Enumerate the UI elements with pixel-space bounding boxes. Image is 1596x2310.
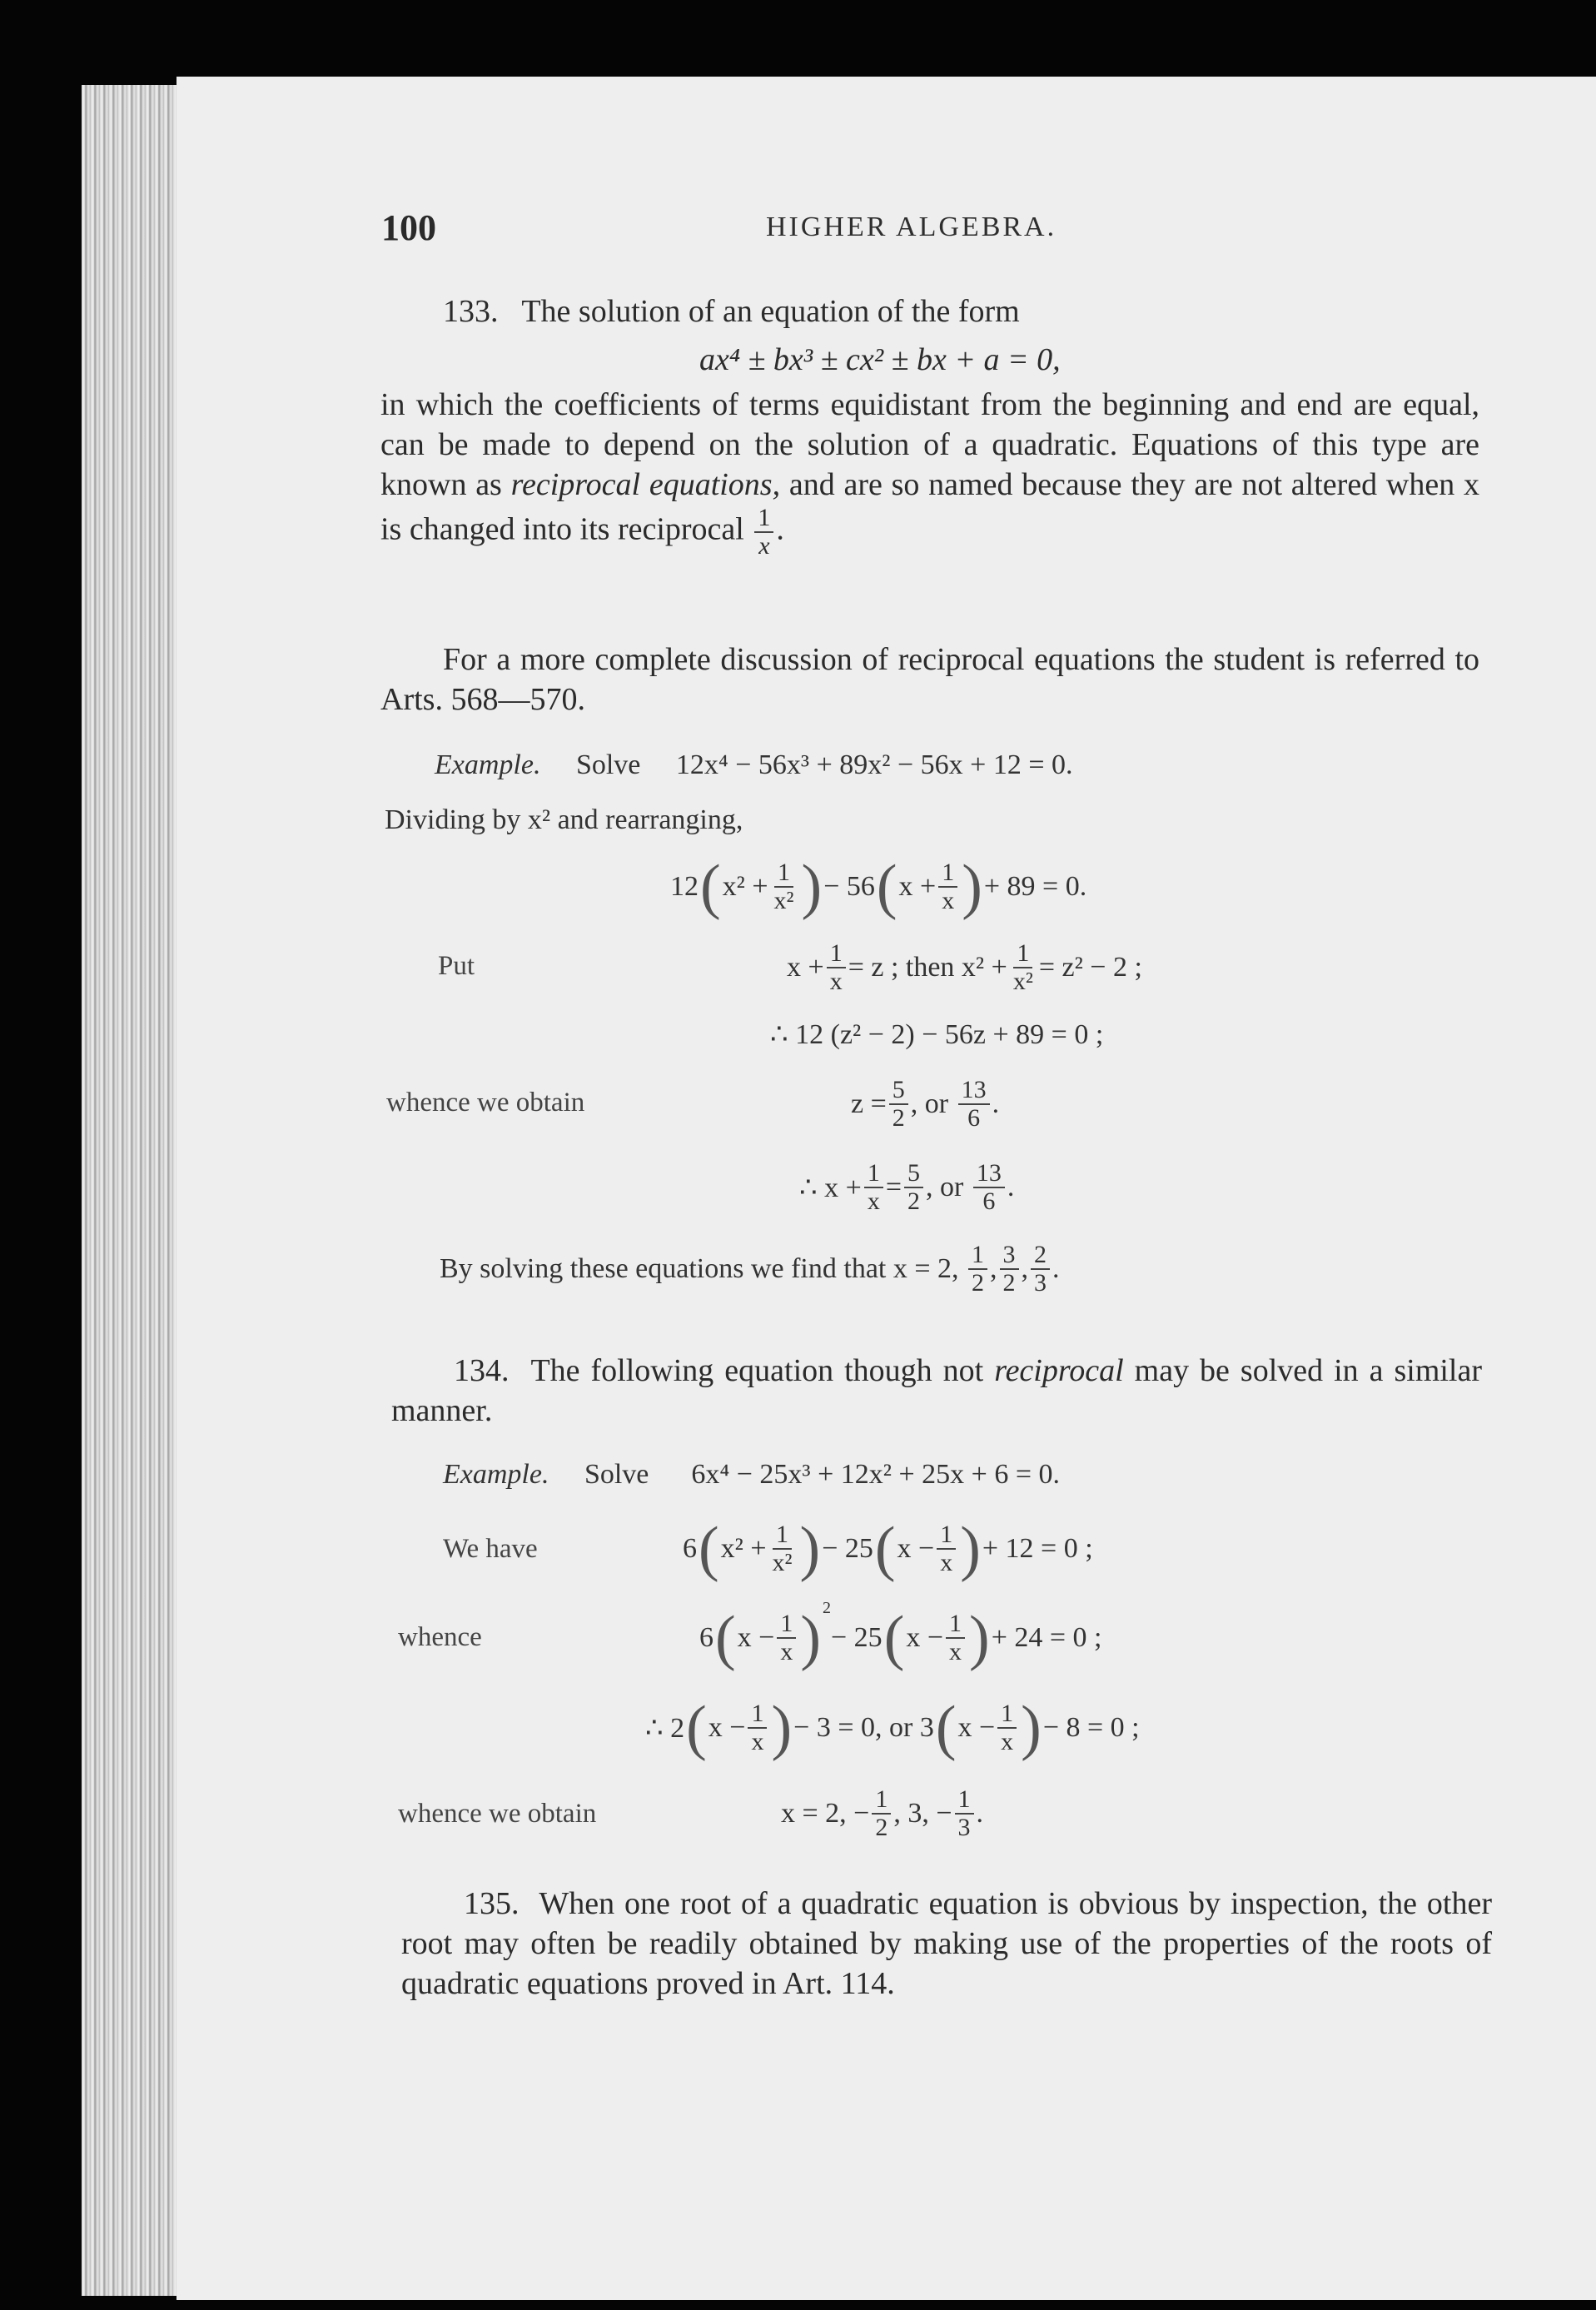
page-number: 100 — [381, 207, 436, 248]
article-133-intro — [443, 293, 1020, 330]
roots-134: x = 2, − $\frac{1}{2}$ , 3, − $\frac{1}{3}$ . — [781, 1785, 984, 1841]
paragraph-text: The following equation though not — [530, 1353, 995, 1388]
example-equation: 12x⁴ − 56x³ + 89x² − 56x + 12 = 0. — [675, 749, 1073, 780]
dividing-text: Dividing by x² and rearranging, — [385, 804, 743, 835]
equation-134-3: ∴ 2 ( x − $\frac{1}{x}$ ) − 3 = 0, or 3 ( x − $\frac{1}{x}$ ) − 8 = 0 ; — [645, 1694, 1140, 1762]
whence-obtain-label: whence we obtain — [398, 1799, 597, 1829]
we-have-label: We have — [443, 1534, 538, 1564]
solution-line: By solving these equations we find that x = 2, $\frac{1}{2}$ , $\frac{3}{2}$ , $\frac{2}{3}$ . — [440, 1241, 1060, 1297]
article-135-paragraph — [401, 1884, 1492, 2004]
whence-label-134: whence — [398, 1622, 482, 1652]
solve-word: Solve — [584, 1459, 649, 1490]
solve-word: Solve — [575, 749, 641, 780]
example-line-134 — [443, 1459, 1060, 1491]
paragraph-text: and are so named because they are not altered when x is changed into its reciprocal — [380, 467, 1479, 547]
equation-1: 12 ( x² + $\frac{1}{\text{x²}}$ ) − 56 ( x + $\frac{1}{x}$ ) + 89 = 0. — [670, 853, 1087, 921]
example-line — [435, 749, 1073, 781]
italic-term: reciprocal equations, — [510, 467, 781, 502]
example-equation: 6x⁴ − 25x³ + 12x² + 25x + 6 = 0. — [691, 1459, 1061, 1490]
whence-label: whence we obtain — [386, 1088, 585, 1118]
paragraph-text: may be solved in a similar manner. — [391, 1353, 1483, 1428]
article-134-paragraph — [391, 1351, 1482, 1431]
x-equation: ∴ x + $\frac{1}{x}$ = $\frac{5}{2}$ , or $\frac{13}{6}$ . — [799, 1159, 1015, 1215]
article-text: The solution of an equation of the form — [521, 294, 1020, 329]
italic-term: reciprocal — [994, 1353, 1124, 1388]
reciprocal-fraction: $\frac{1}{x}$ — [754, 505, 773, 560]
example-label: Example. — [435, 749, 541, 780]
equation-134-1: 6 ( x² + $\frac{1}{\text{x²}}$ ) − 25 ( x − $\frac{1}{x}$ ) + 12 = 0 ; — [683, 1515, 1093, 1583]
article-number: 134. — [454, 1353, 510, 1388]
put-label: Put — [438, 951, 475, 981]
example-label: Example. — [443, 1459, 549, 1490]
paragraph-text: When one root of a quadratic equation is obvious by inspection, the other root may often be readily obtained by making use of the properties of the roots of quadratic equations proved in Art. 114. — [401, 1886, 1493, 2001]
article-number: 135. — [464, 1886, 520, 1921]
page-edges — [82, 85, 190, 2296]
article-133-reference: For a more complete discussion of reciprocal equations the student is referred to Arts. 568—570. — [380, 642, 1479, 717]
article-number: 133. — [443, 294, 499, 329]
z-values: z = $\frac{5}{2}$ , or $\frac{13}{6}$ . — [851, 1076, 1000, 1132]
equation-134-2: 6 ( x − $\frac{1}{x}$ ) $^2$ − 25 ( x − $\frac{1}{x}$ ) + 24 = 0 ; — [699, 1599, 1102, 1672]
article-133-paragraph: in which the coefficients of terms equidistant from the beginning and end are equal, can be made to depend on the solution of a quadratic. Equations of this type are known as reciprocal equations, and are so named because they are not altered when x is changed into its reciprocal $\frac{1}{x}$ . — [380, 387, 1479, 560]
reciprocal-form-equation: ax⁴ ± bx³ ± cx² ± bx + a = 0, — [699, 342, 1061, 377]
running-title: HIGHER ALGEBRA. — [766, 212, 1057, 242]
paragraph-text: in which the coefficients of terms equidistant from the beginning and end are equal, can be made to depend on the solution of a quadratic. Equations of this type are known as — [380, 387, 1479, 502]
substitution-equation: x + $\frac{1}{x}$ = z ; then x² + $\frac{1}{\text{x²}}$ = z² − 2 ; — [787, 939, 1142, 995]
therefore-equation: ∴ 12 (z² − 2) − 56z + 89 = 0 ; — [770, 1019, 1104, 1050]
